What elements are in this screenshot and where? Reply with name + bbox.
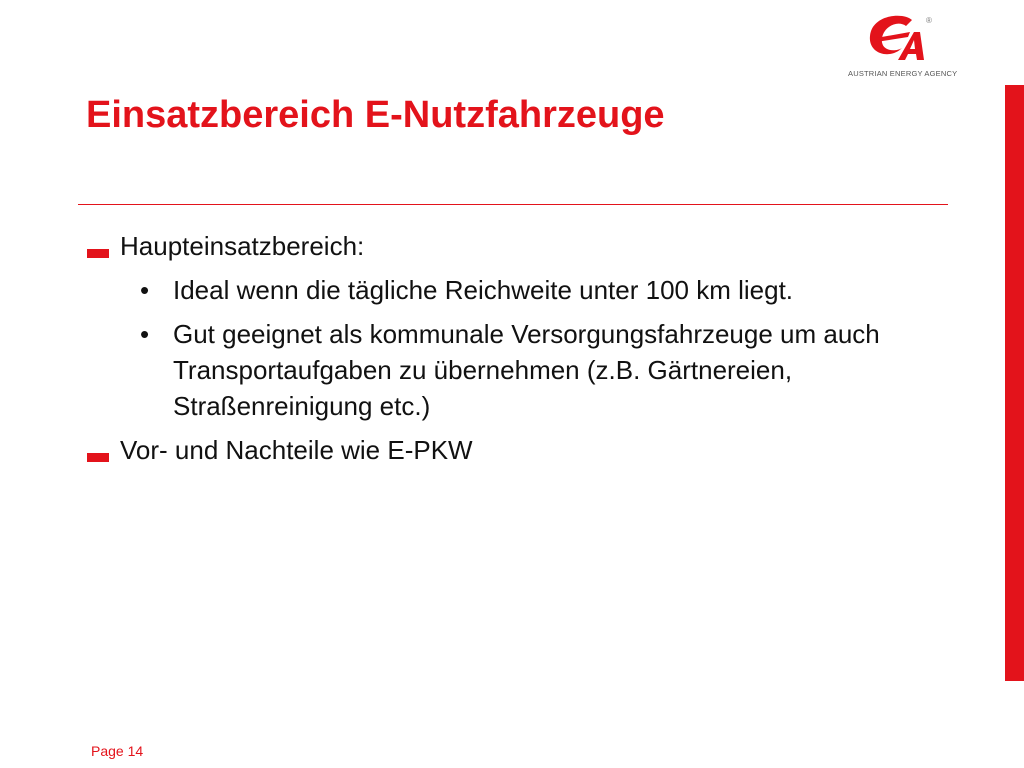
red-square-bullet-icon bbox=[87, 249, 109, 258]
registered-mark: ® bbox=[926, 16, 932, 25]
title-divider bbox=[78, 204, 948, 205]
logo-caption: AUSTRIAN ENERGY AGENCY bbox=[848, 69, 958, 78]
page-number: Page 14 bbox=[91, 743, 144, 759]
bullet-text: Haupteinsatzbereich: bbox=[120, 231, 365, 261]
bullet-item bbox=[86, 228, 986, 264]
dot-bullet-icon: • bbox=[140, 275, 150, 305]
sub-bullet-text: Gut geeignet als kommunale Versorgungsfahrzeuge um auch Transportaufgaben zu übernehmen (z.B. Gärtnereien, Straßenreinigung etc.) bbox=[173, 319, 880, 421]
sub-bullet-item bbox=[140, 316, 986, 424]
bullet-text: Vor- und Nachteile wie E-PKW bbox=[120, 435, 473, 465]
bullet-item bbox=[86, 432, 986, 468]
slide-body bbox=[86, 228, 986, 468]
sub-bullet-text: Ideal wenn die tägliche Reichweite unter 100 km liegt. bbox=[173, 275, 794, 305]
sub-bullet-item bbox=[140, 272, 986, 308]
ea-logo-icon bbox=[860, 12, 930, 64]
red-square-bullet-icon bbox=[87, 453, 109, 462]
side-accent-bar bbox=[1005, 85, 1024, 681]
austrian-energy-agency-logo bbox=[840, 12, 960, 82]
slide-title: Einsatzbereich E-Nutzfahrzeuge bbox=[86, 94, 665, 136]
dot-bullet-icon: • bbox=[140, 319, 150, 349]
